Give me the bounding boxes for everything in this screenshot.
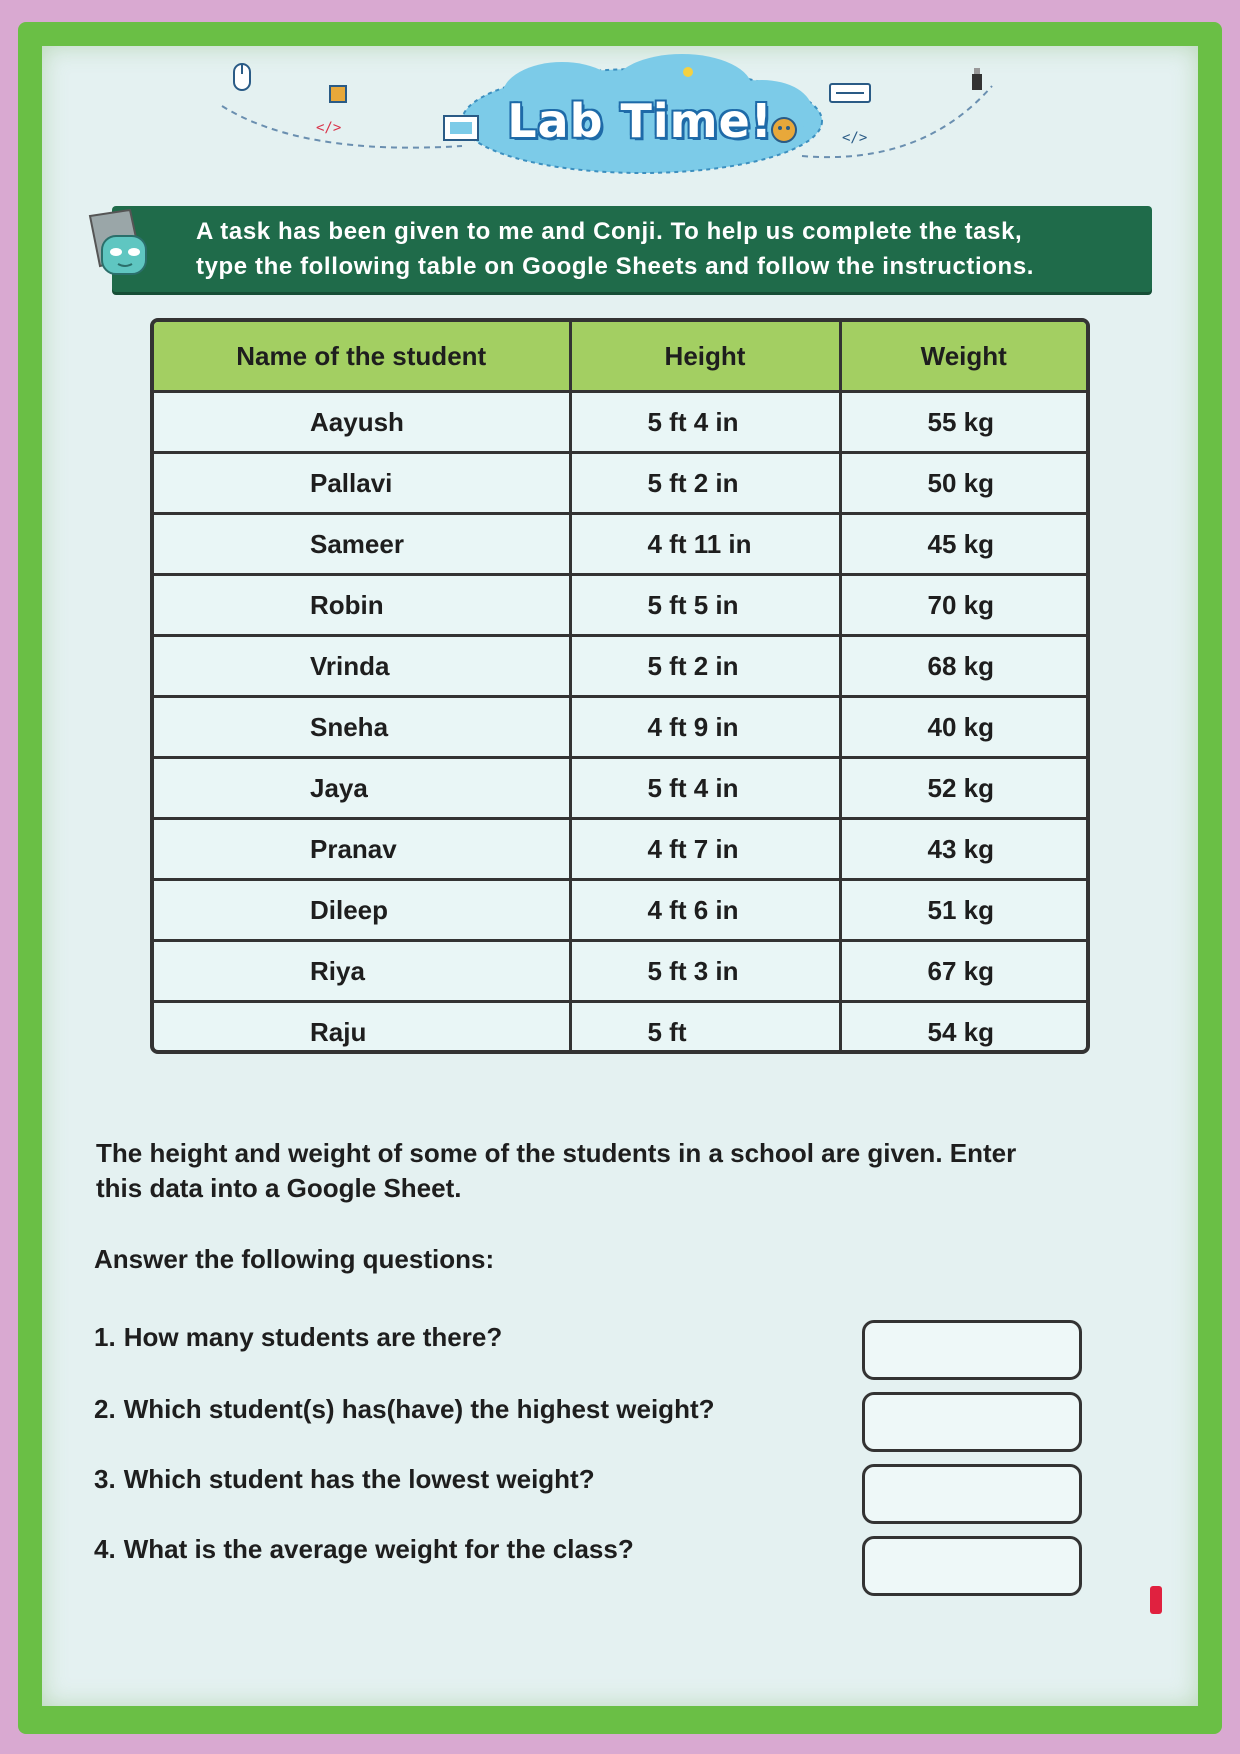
student-weight: 68 kg — [840, 636, 1086, 697]
question-text: What is the average weight for the class? — [123, 1534, 634, 1564]
keyboard-icon — [830, 84, 870, 102]
question-number: 3. — [94, 1464, 116, 1494]
table-row — [154, 636, 1086, 697]
computer-icon — [444, 116, 478, 140]
question-number: 1. — [94, 1322, 116, 1352]
question-text: Which student(s) has(have) the highest weight? — [123, 1394, 715, 1424]
table-row — [154, 880, 1086, 941]
student-name: Vrinda — [154, 636, 570, 697]
student-name: Riya — [154, 941, 570, 1002]
table-row — [154, 697, 1086, 758]
answer-box-3[interactable] — [862, 1464, 1082, 1524]
table-header-row — [154, 322, 1086, 392]
answer-box-4[interactable] — [862, 1536, 1082, 1596]
lightbulb-icon — [683, 67, 693, 77]
question-1 — [94, 1322, 854, 1353]
table-row — [154, 758, 1086, 819]
mouse-icon — [234, 64, 250, 90]
student-height: 4 ft 7 in — [570, 819, 840, 880]
student-weight: 40 kg — [840, 697, 1086, 758]
questions-heading: Answer the following questions: — [94, 1244, 495, 1274]
header — [42, 46, 1198, 196]
table-row — [154, 453, 1086, 514]
answer-box-2[interactable] — [862, 1392, 1082, 1452]
header-weight: Weight — [840, 322, 1086, 392]
banner-line: A task has been given to me and Conji. To help us complete the task, — [196, 218, 1023, 245]
student-weight: 51 kg — [840, 880, 1086, 941]
student-weight: 67 kg — [840, 941, 1086, 1002]
question-2 — [94, 1394, 854, 1425]
student-height: 5 ft 4 in — [570, 758, 840, 819]
page-title: Lab Time! — [507, 94, 773, 148]
student-weight: 45 kg — [840, 514, 1086, 575]
student-weight: 50 kg — [840, 453, 1086, 514]
student-name: Raju — [154, 1002, 570, 1055]
intro-paragraph — [96, 1136, 1156, 1206]
student-name: Sameer — [154, 514, 570, 575]
student-name: Jaya — [154, 758, 570, 819]
student-weight: 52 kg — [840, 758, 1086, 819]
student-height: 5 ft — [570, 1002, 840, 1055]
student-weight: 54 kg — [840, 1002, 1086, 1055]
question-4 — [94, 1534, 854, 1565]
table-row — [154, 1002, 1086, 1055]
question-number: 2. — [94, 1394, 116, 1424]
question-text: Which student has the lowest weight? — [123, 1464, 595, 1494]
header-name: Name of the student — [154, 322, 570, 392]
question-3 — [94, 1464, 854, 1495]
student-name: Pranav — [154, 819, 570, 880]
student-name: Dileep — [154, 880, 570, 941]
page-marker — [1150, 1586, 1162, 1614]
student-height: 4 ft 11 in — [570, 514, 840, 575]
header-height: Height — [570, 322, 840, 392]
code-tag-icon: </> — [316, 120, 342, 136]
question-number: 4. — [94, 1534, 116, 1564]
table-row — [154, 819, 1086, 880]
student-height: 4 ft 9 in — [570, 697, 840, 758]
student-height: 5 ft 2 in — [570, 636, 840, 697]
intro-line: this data into a Google Sheet. — [96, 1173, 462, 1203]
student-height: 5 ft 3 in — [570, 941, 840, 1002]
worksheet-page — [42, 46, 1198, 1706]
student-weight: 43 kg — [840, 819, 1086, 880]
chip-icon — [330, 86, 346, 102]
student-height: 5 ft 2 in — [570, 453, 840, 514]
table-row — [154, 514, 1086, 575]
student-name: Sneha — [154, 697, 570, 758]
mascot-icon — [60, 196, 170, 306]
answer-box-1[interactable] — [862, 1320, 1082, 1380]
student-name: Robin — [154, 575, 570, 636]
table-row — [154, 941, 1086, 1002]
student-weight: 55 kg — [840, 392, 1086, 453]
student-table — [150, 318, 1090, 1054]
instruction-banner — [112, 206, 1152, 292]
banner-line: type the following table on Google Sheets and follow the instructions. — [196, 253, 1035, 280]
student-name: Aayush — [154, 392, 570, 453]
question-text: How many students are there? — [123, 1322, 503, 1352]
student-height: 5 ft 4 in — [570, 392, 840, 453]
table-row — [154, 575, 1086, 636]
student-height: 5 ft 5 in — [570, 575, 840, 636]
usb-icon — [972, 68, 982, 90]
student-height: 4 ft 6 in — [570, 880, 840, 941]
code-tag-icon: </> — [842, 130, 868, 146]
table-row — [154, 392, 1086, 453]
student-name: Pallavi — [154, 453, 570, 514]
intro-line: The height and weight of some of the students in a school are given. Enter — [96, 1138, 1017, 1168]
student-weight: 70 kg — [840, 575, 1086, 636]
